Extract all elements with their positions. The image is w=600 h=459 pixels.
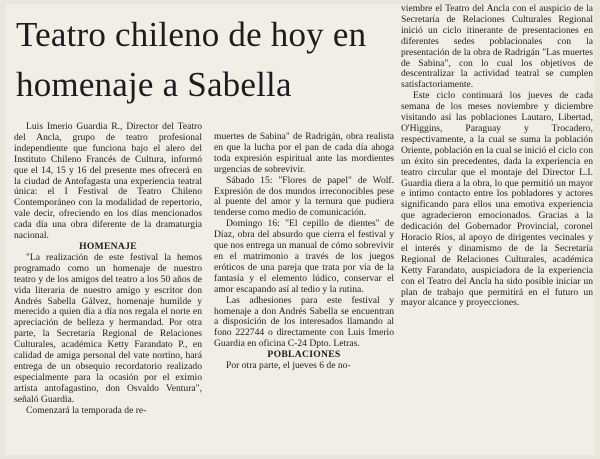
subheading-poblaciones: POBLACIONES <box>267 349 341 361</box>
article-column-1 <box>14 122 202 416</box>
newspaper-clipping <box>6 4 594 455</box>
article-column-2 <box>214 132 394 372</box>
subheading-homenaje: HOMENAJE <box>79 240 137 252</box>
paragraph: Luis Imerio Guardia R., Director del Teatro del Ancla, grupo de teatro profesional independiente que funciona bajo el alero del Instituto Chileno Francés de Cultura, informó que el 14, 15 y 16 del presente mes ofrecerá en la ciudad de Antofagasta una experiencia teatral única: el I Festival de Teatro Chileno Contemporáneo con la modalidad de repertorio, vale decir, ofreciendo en los días mencionados cada día una obra diferente de la dramaturgia nacional. <box>14 121 202 242</box>
paragraph: Domingo 16: "El cepillo de dientes" de Díaz, obra del absurdo que cierra el festival y que nos entrega un manual de cómo sobrevivir en el matrimonio a través de los juegos eróticos de una pareja que trata por vía de la fantasía y el elemento lúdico, conservar el amor escapando así al tedio y la rutina. <box>214 218 394 295</box>
paragraph: Las adhesiones para este festival y homenaje a don Andrés Sabella se encuentran a disposición de los interesados llamando al fono 222744 o directamente con Luis Imerio Guardia en oficina C-24 Dpto. Letras. <box>214 294 394 350</box>
paragraph: Por otra parte, el jueves 6 de no- <box>226 360 351 372</box>
paragraph: "La realización de este festival la hemos programado como un homenaje de nuestro teatro y de los amigos del teatro a los 50 años de vida literaria de nuestro amigo y escritor don Andrés Sabella Gálvez, homenaje humilde y merecido a quien día a día nos regala el norte en apreciación de belleza y hermandad. Por otra parte, la Secretaría Regional de Relaciones Culturales, académica Ketty Farandato P., en calidad de amiga personal del vate nortino, hará entrega de un obsequio recordatorio realizado especialmente para la ocasión por el eximio artista antofagastino, don Osvaldo Ventura", señaló Guardia. <box>14 251 202 405</box>
article-column-3 <box>401 4 593 309</box>
paragraph: viembre el Teatro del Ancla con el auspicio de la Secretaría de Relaciones Culturales Regional inició un ciclo itinerante de presentaciones en diferentes sedes poblacionales con la presentación de la obra de Radrigán "Las muertes de Sabina", con lo cual los objetivos de descentralizar la actividad teatral se cumplen satisfactoriamente. <box>401 3 593 91</box>
paragraph: Sábado 15: "Flores de papel" de Wolf. Expresión de dos mundos irreconocibles pese al puente del amor y la ternura que pudiera tenderse como medio de comunicación. <box>214 174 394 219</box>
paragraph: muertes de Sabina" de Radrigán, obra realista en que la lucha por el pan de cada día ahoga toda expresión espiritual ante las mordientes urgencias de sobrevivir. <box>214 131 394 175</box>
headline: Teatro chileno de hoy en homenaje a Sabella <box>16 15 367 104</box>
paragraph: Comenzará la temporada de re- <box>26 404 147 416</box>
paragraph: Este ciclo continuará los jueves de cada semana de los meses noviembre y diciembre visitando así las poblaciones Lautaro, Libertad, O'Higgins, Paraguay y Trocadero, respectivamente, a la cual se suma la población Oriente, población en la cual se inició el ciclo con un éxito sin precedentes, dada la experiencia en teatro circular que el montaje del Director L.I. Guardia diera a la obra, lo que permitió un mayor e íntimo contacto entre los pobladores y actores significando para ellos una emotiva experiencia que agradecieron emocionados. Gracias a la dedicación del Gobernador Provincial, coronel Horacio Ríos, al apoyo de dirigentes vecinales y el interés y dinamismo de de la Secretaría Regional de Relaciones Culturales, académica Ketty Farandato, auspiciadora de la experiencia con el Teatro del Ancla ha sido posible iniciar un plan de trabajo que permitirá en el futuro un mayor alcance y proyecciones. <box>401 90 593 309</box>
